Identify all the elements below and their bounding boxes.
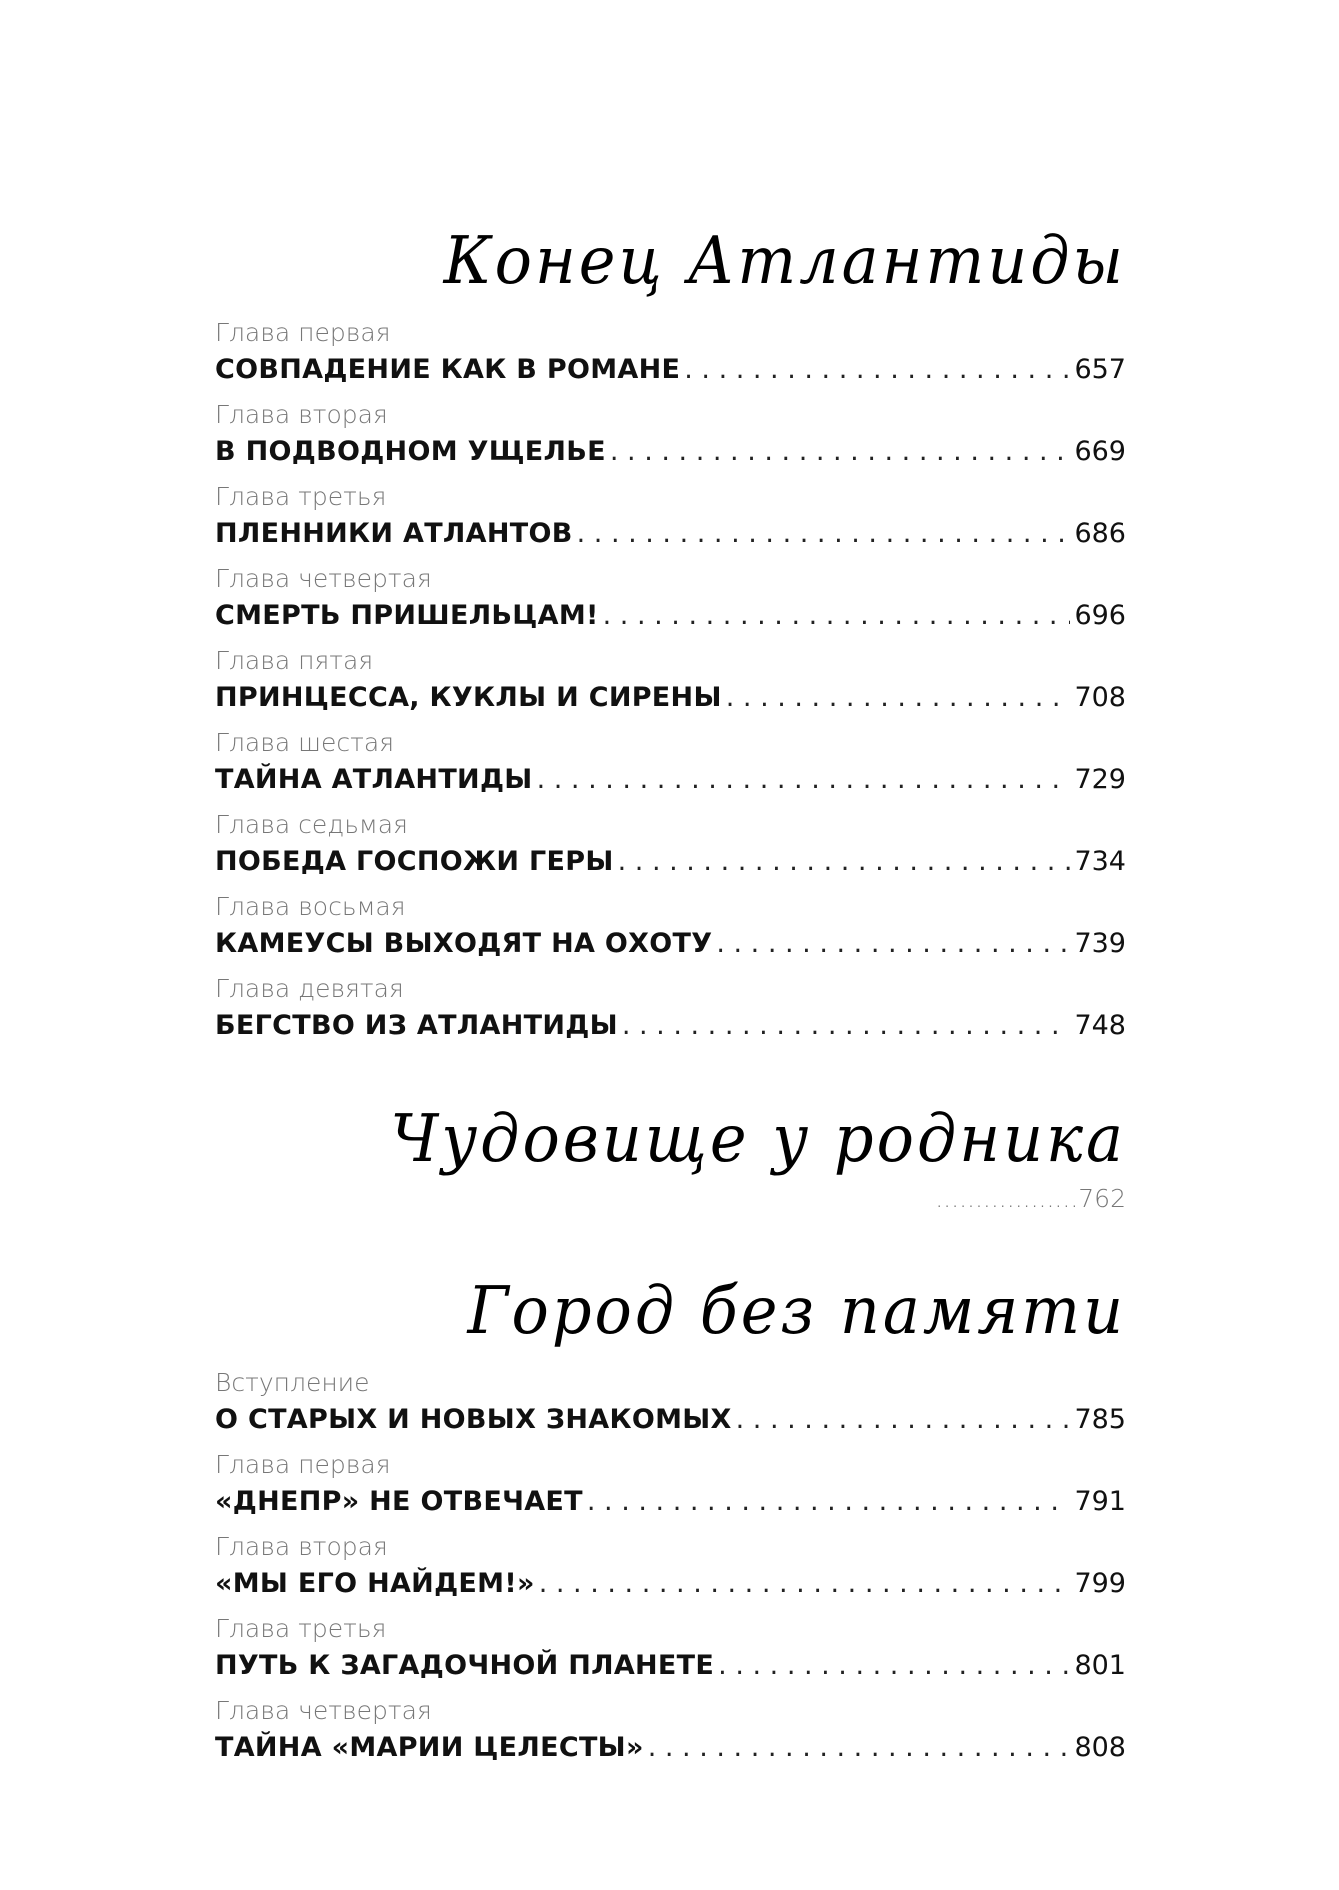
chapter-label: Глава вторая — [215, 400, 388, 429]
chapter-title: В ПОДВОДНОМ УЩЕЛЬЕ — [215, 436, 606, 467]
chapter-title: О СТАРЫХ И НОВЫХ ЗНАКОМЫХ — [215, 1404, 732, 1435]
chapter-label: Глава шестая — [215, 728, 395, 757]
chapter-title: ПОБЕДА ГОСПОЖИ ГЕРЫ — [215, 846, 614, 877]
list-item — [215, 482, 1126, 564]
section-chudovishche-u-rodnika — [215, 1100, 1126, 1213]
list-item — [215, 1696, 1126, 1778]
leader-dots — [726, 679, 1071, 717]
chapter-label: Глава третья — [215, 1614, 387, 1643]
chapter-label: Глава седьмая — [215, 810, 408, 839]
section-title: Город без памяти — [467, 1272, 1126, 1349]
leader-dots — [539, 1565, 1071, 1603]
section-title: Конец Атлантиды — [443, 222, 1126, 299]
leader-dots — [618, 843, 1071, 881]
page-number: 669 — [1074, 436, 1126, 467]
section-gorod-bez-pamyati — [215, 1272, 1126, 1763]
page-number: 739 — [1074, 928, 1126, 959]
list-item — [215, 974, 1126, 1056]
leader-dots — [716, 925, 1070, 963]
chapter-title: ПУТЬ К ЗАГАДОЧНОЙ ПЛАНЕТЕ — [215, 1650, 715, 1681]
leader-dots — [648, 1729, 1071, 1767]
chapter-list — [215, 318, 1126, 1056]
list-item — [215, 892, 1126, 974]
list-item — [215, 810, 1126, 892]
list-item — [215, 646, 1126, 728]
chapter-label: Глава первая — [215, 318, 391, 347]
list-item — [215, 318, 1126, 400]
page-number: 708 — [1074, 682, 1126, 713]
chapter-label: Глава четвертая — [215, 1696, 432, 1725]
list-item — [215, 564, 1126, 646]
chapter-title: БЕГСТВО ИЗ АТЛАНТИДЫ — [215, 1010, 618, 1041]
chapter-list — [215, 1368, 1126, 1778]
chapter-title: СОВПАДЕНИЕ КАК В РОМАНЕ — [215, 354, 681, 385]
chapter-title: КАМЕУСЫ ВЫХОДЯТ НА ОХОТУ — [215, 928, 713, 959]
chapter-label: Глава пятая — [215, 646, 374, 675]
chapter-label: Глава четвертая — [215, 564, 432, 593]
page-number: 686 — [1074, 518, 1126, 549]
leader-dots — [537, 761, 1071, 799]
page-number: 748 — [1074, 1010, 1126, 1041]
page-number: 734 — [1074, 846, 1126, 877]
page-number: 696 — [1074, 600, 1126, 631]
page-number: 785 — [1074, 1404, 1126, 1435]
list-item — [215, 1614, 1126, 1696]
leader-dots — [603, 597, 1071, 635]
leader-dots — [718, 1647, 1070, 1685]
list-item — [215, 728, 1126, 810]
chapter-label: Глава вторая — [215, 1532, 388, 1561]
chapter-label: Глава восьмая — [215, 892, 406, 921]
chapter-title: «ДНЕПР» НЕ ОТВЕЧАЕТ — [215, 1486, 583, 1517]
chapter-label: Вступление — [215, 1368, 370, 1397]
chapter-title: ПЛЕННИКИ АТЛАНТОВ — [215, 518, 573, 549]
list-item — [215, 1368, 1126, 1450]
leader-dots — [610, 433, 1071, 471]
chapter-title: «МЫ ЕГО НАЙДЕМ!» — [215, 1568, 535, 1599]
page-number: 729 — [1074, 764, 1126, 795]
list-item — [215, 1450, 1126, 1532]
chapter-title: ПРИНЦЕССА, КУКЛЫ И СИРЕНЫ — [215, 682, 722, 713]
section-title: Чудовище у родника — [390, 1100, 1126, 1177]
section-konets-atlantidy — [215, 222, 1126, 1041]
page-number: 801 — [1074, 1650, 1126, 1681]
leader-dots — [736, 1401, 1071, 1439]
chapter-title: ТАЙНА «МАРИИ ЦЕЛЕСТЫ» — [215, 1732, 644, 1763]
page-number: 791 — [1074, 1486, 1126, 1517]
page-number: 808 — [1074, 1732, 1126, 1763]
chapter-title: ТАЙНА АТЛАНТИДЫ — [215, 764, 533, 795]
leader-dots — [577, 515, 1071, 553]
page-number: 657 — [1074, 354, 1126, 385]
chapter-label: Глава первая — [215, 1450, 391, 1479]
chapter-label: Глава третья — [215, 482, 387, 511]
chapter-label: Глава девятая — [215, 974, 404, 1003]
page-number: 799 — [1074, 1568, 1126, 1599]
page-number: ..................762 — [935, 1184, 1126, 1213]
chapter-title: СМЕРТЬ ПРИШЕЛЬЦАМ! — [215, 600, 599, 631]
leader-dots — [622, 1007, 1071, 1045]
leader-dots — [587, 1483, 1071, 1521]
list-item — [215, 1532, 1126, 1614]
leader-dots — [684, 351, 1070, 389]
list-item — [215, 400, 1126, 482]
